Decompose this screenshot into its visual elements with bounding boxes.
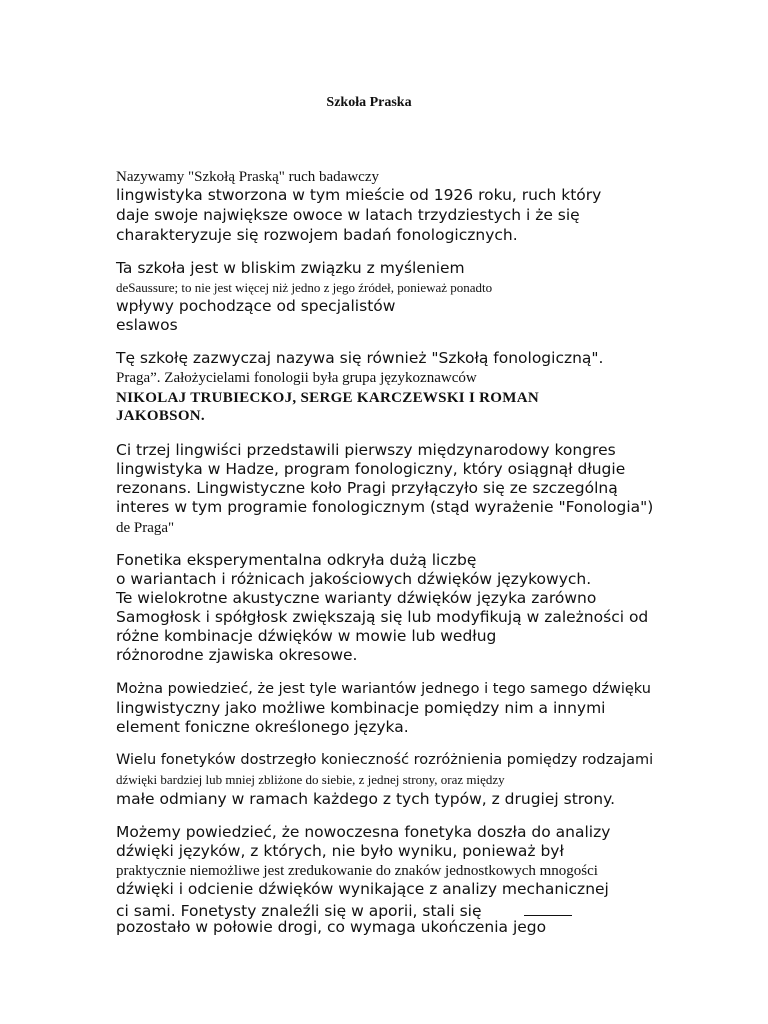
text-line: Praga”. Założycielami fonologii była grupa językoznawców	[116, 370, 477, 386]
fill-in-blank	[524, 901, 572, 916]
text-line: charakteryzuje się rozwojem badań fonologicznych.	[116, 226, 518, 244]
text-line: de Praga"	[116, 520, 175, 536]
text-line: Można powiedzieć, że jest tyle wariantów jednego i tego samego dźwięku	[116, 681, 651, 697]
text-line: deSaussure; to nie jest więcej niż jedno z jego źródeł, ponieważ ponadto	[116, 280, 493, 295]
text-line: Te wielokrotne akustyczne warianty dźwięków języka zarówno	[116, 589, 597, 607]
text-line: element foniczne określonego języka.	[116, 718, 409, 736]
text-line: dźwięki i odcienie dźwięków wynikające z analizy mechanicznej	[116, 880, 609, 898]
text-line: dźwięki języków, z których, nie było wyniku, ponieważ był	[116, 842, 564, 860]
text-line: różne kombinacje dźwięków w mowie lub według	[116, 627, 497, 645]
text-line: lingwistyczny jako możliwe kombinacje pomiędzy nim a innymi	[116, 699, 606, 717]
text-line: JAKOBSON.	[116, 408, 205, 424]
text-line: daje swoje największe owoce w latach trzydziestych i że się	[116, 206, 580, 224]
text-line: rezonans. Lingwistyczne koło Pragi przyłączyło się ze szczególną	[116, 479, 618, 497]
text-line: interes w tym programie fonologicznym (stąd wyrażenie "Fonologia")	[116, 498, 654, 516]
text-line: eslawos	[116, 316, 178, 334]
text-line: NIKOLAJ TRUBIECKOJ, SERGE KARCZEWSKI I ROMAN	[116, 390, 539, 406]
text-line: ci sami. Fonetysty znaleźli się w aporii, stali się	[116, 902, 482, 920]
text-line: małe odmiany w ramach każdego z tych typów, z drugiej strony.	[116, 790, 616, 808]
text-line: różnorodne zjawiska okresowe.	[116, 646, 358, 664]
text-line: pozostało w połowie drogi, co wymaga ukończenia jego	[116, 918, 547, 936]
text-line: dźwięki bardziej lub mniej zbliżone do siebie, z jednej strony, oraz między	[116, 772, 505, 787]
text-line: Nazywamy "Szkołą Praską" ruch badawczy	[116, 169, 379, 185]
document-title: Szkoła Praska	[326, 95, 412, 110]
text-line: Tę szkołę zazwyczaj nazywa się również "Szkołą fonologiczną".	[116, 349, 604, 367]
text-line: Ci trzej lingwiści przedstawili pierwszy międzynarodowy kongres	[116, 441, 616, 459]
text-line: Możemy powiedzieć, że nowoczesna fonetyka doszła do analizy	[116, 823, 611, 841]
text-line: lingwistyka stworzona w tym mieście od 1926 roku, ruch który	[116, 186, 602, 204]
text-line: wpływy pochodzące od specjalistów	[116, 297, 396, 315]
text-line: Ta szkoła jest w bliskim związku z myśleniem	[116, 259, 465, 277]
text-line: Samogłosk i spółgłosk zwiększają się lub modyfikują w zależności od	[116, 608, 649, 626]
text-line: lingwistyka w Hadze, program fonologiczny, który osiągnął długie	[116, 460, 626, 478]
text-line: o wariantach i różnicach jakościowych dźwięków językowych.	[116, 570, 592, 588]
text-line: praktycznie niemożliwe jest zredukowanie do znaków jednostkowych mnogości	[116, 863, 598, 879]
text-line: Fonetika eksperymentalna odkryła dużą liczbę	[116, 551, 477, 569]
text-line: Wielu fonetyków dostrzegło konieczność rozróżnienia pomiędzy rodzajami	[116, 752, 654, 768]
